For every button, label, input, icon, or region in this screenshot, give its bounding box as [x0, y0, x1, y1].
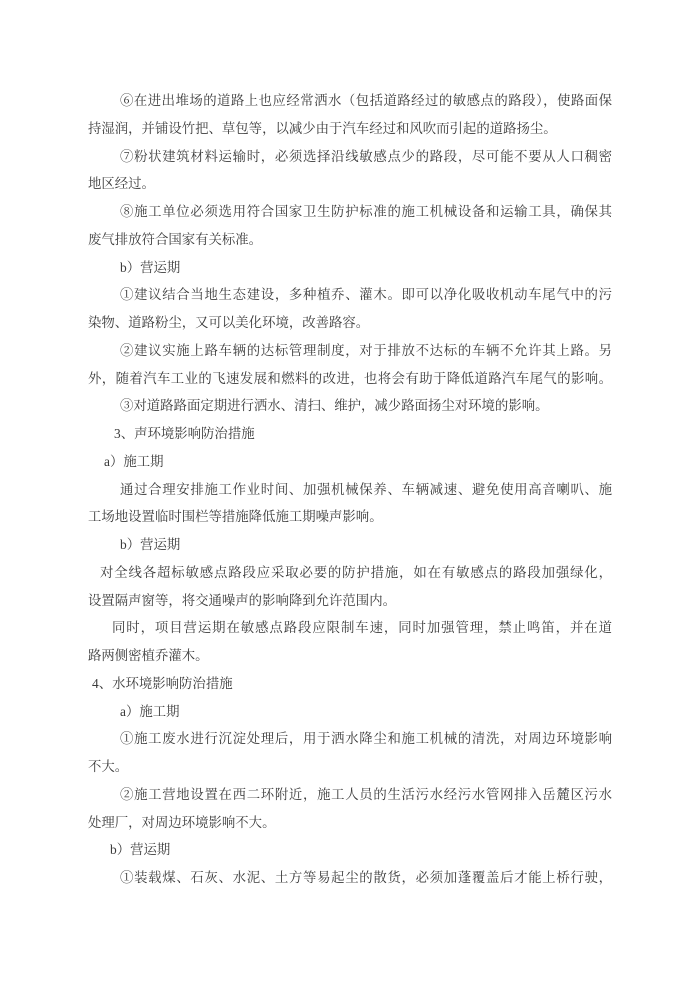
paragraph-line: ⑥在进出堆场的道路上也应经常洒水（包括道路经过的敏感点的路段），使路面保 [120, 93, 612, 108]
section-heading-noise: 3、声环境影响防治措施 [114, 426, 255, 441]
paragraph-line: ②施工营地设置在西二环附近，施工人员的生活污水经污水管网排入岳麓区污水 [120, 786, 612, 802]
subheading-construction-period-water: a）施工期 [120, 703, 180, 719]
paragraph-line: 染物、道路粉尘，又可以美化环境，改善路容。 [88, 315, 370, 330]
paragraph-line: 同时，项目营运期在敏感点路段应限制车速，同时加强管理，禁止鸣笛，并在道 [112, 620, 612, 636]
text-block [88, 87, 612, 892]
paragraph-line: 地区经过。 [88, 176, 155, 192]
paragraph-line: ②建议实施上路车辆的达标管理制度，对于排放不达标的车辆不允许其上路。另 [120, 342, 612, 358]
paragraph-line: 工场地设置临时围栏等措施降低施工期噪声影响。 [88, 509, 383, 525]
paragraph-line: 持湿润，并铺设竹把、草包等，以减少由于汽车经过和风吹而引起的道路扬尘。 [88, 120, 557, 136]
paragraph-line: ①建议结合当地生态建设，多种植乔、灌木。即可以净化吸收机动车尾气中的污 [120, 287, 612, 303]
paragraph-line: 不大。 [88, 759, 129, 774]
section-heading-water: 4、水环境影响防治措施 [92, 675, 233, 691]
subheading-operation-period-noise: b）营运期 [120, 537, 181, 552]
subheading-construction-period-noise: a）施工期 [104, 453, 164, 469]
paragraph-line: 处理厂，对周边环境影响不大。 [88, 814, 276, 830]
paragraph-line: 对全线各超标敏感点路段应采取必要的防护措施，如在有敏感点的路段加强绿化， [100, 564, 612, 580]
paragraph-line: 路两侧密植乔灌木。 [88, 648, 209, 663]
paragraph-line: ⑧施工单位必须选用符合国家卫生防护标准的施工机械设备和运输工具，确保其 [120, 204, 612, 219]
paragraph-line: 设置隔声窗等，将交通噪声的影响降到允许范围内。 [88, 592, 396, 608]
paragraph-line: 外，随着汽车工业的飞速发展和燃料的改进，也将会有助于降低道路汽车尾气的影响。 [88, 370, 612, 386]
paragraph-line: 通过合理安排施工作业时间、加强机械保养、车辆减速、避免使用高音喇叭、施 [120, 481, 612, 497]
paragraph-line: ③对道路路面定期进行洒水、清扫、维护，减少路面扬尘对环境的影响。 [120, 398, 549, 414]
subheading-operation-period-air: b）营运期 [120, 259, 181, 275]
paragraph-line: ①装载煤、石灰、水泥、土方等易起尘的散货，必须加蓬覆盖后才能上桥行驶， [120, 870, 612, 885]
paragraph-line: ⑦粉状建筑材料运输时，必须选择沿线敏感点少的路段，尽可能不要从人口稠密 [120, 148, 612, 164]
paragraph-line: ①施工废水进行沉淀处理后，用于洒水降尘和施工机械的清洗，对周边环境影响 [120, 731, 612, 747]
subheading-operation-period-water: b）营运期 [110, 842, 171, 858]
paragraph-line: 废气排放符合国家有关标准。 [88, 231, 263, 247]
